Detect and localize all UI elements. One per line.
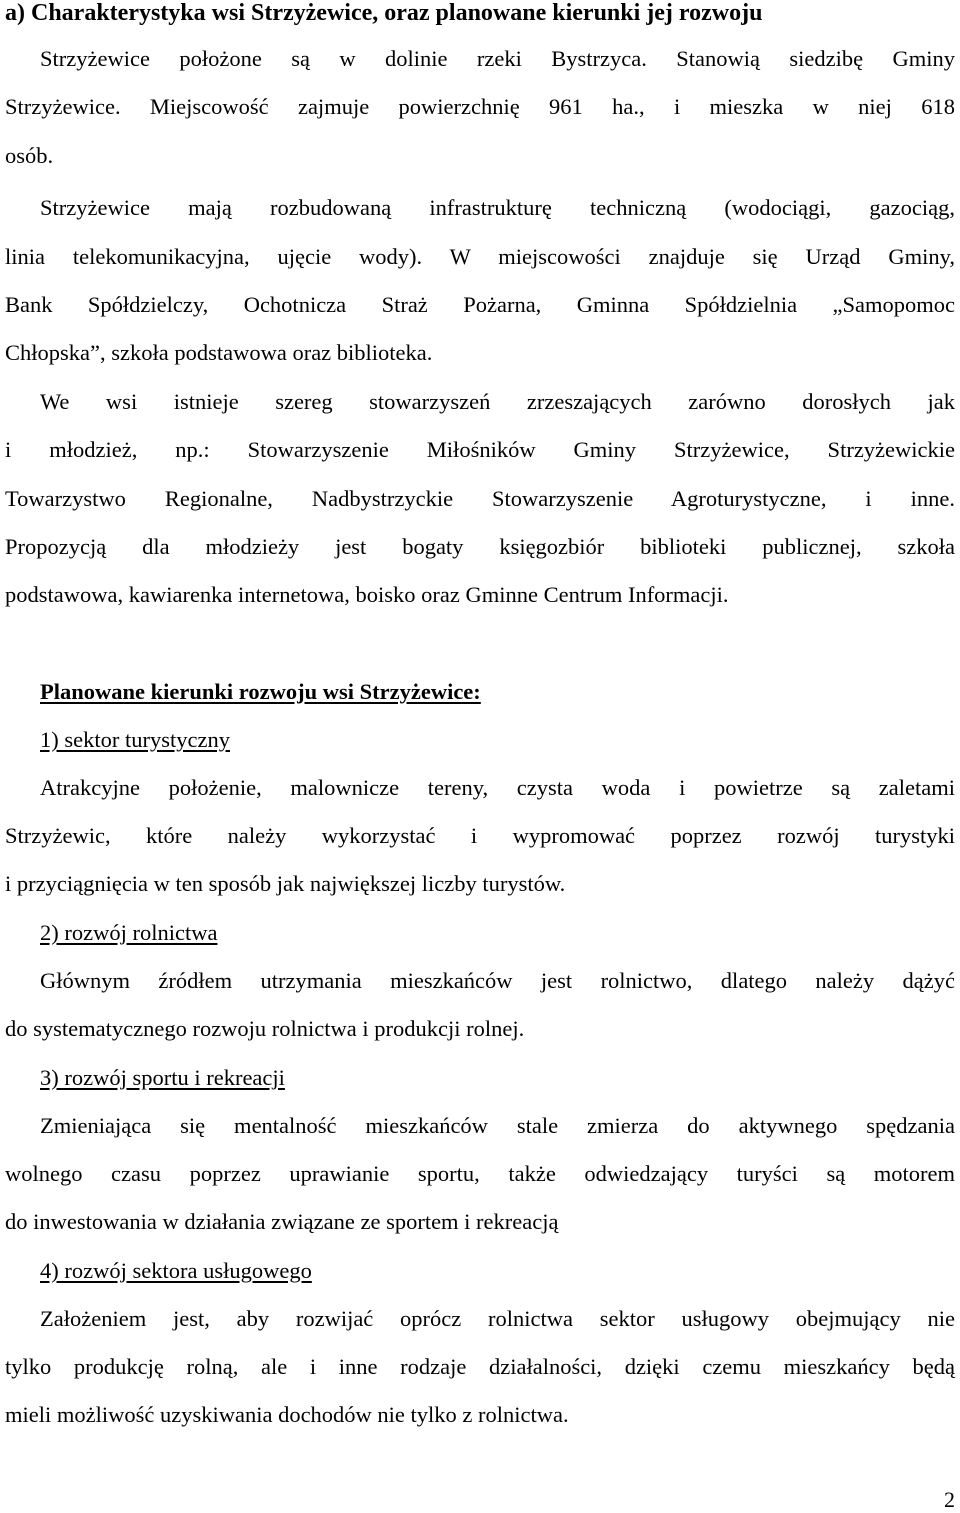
direction-4-line-1: Założeniem jest, aby rozwijać oprócz rolnictwa sektor usługowy obejmujący nie [40, 1306, 955, 1331]
direction-2-heading: 2) rozwój rolnictwa [40, 920, 218, 945]
plan-heading: Planowane kierunki rozwoju wsi Strzyżewice: [40, 679, 481, 704]
direction-2-line-2: do systematycznego rozwoju rolnictwa i produkcji rolnej. [5, 1016, 525, 1041]
direction-3-line-2: wolnego czasu poprzez uprawianie sportu, także odwiedzający turyści są motorem [5, 1161, 955, 1186]
intro-line-7: Chłopska”, szkoła podstawowa oraz biblioteka. [5, 340, 433, 365]
direction-3-heading: 3) rozwój sportu i rekreacji [40, 1065, 285, 1090]
intro-line-1: Strzyżewice położone są w dolinie rzeki Bystrzyca. Stanowią siedzibę Gminy [40, 46, 955, 71]
direction-3-line-3: do inwestowania w działania związane ze sportem i rekreacją [5, 1209, 559, 1234]
direction-1-line-3: i przyciągnięcia w ten sposób jak największej liczby turystów. [5, 871, 566, 896]
page-number: 2 [944, 1487, 955, 1512]
section-title: a) Charakterystyka wsi Strzyżewice, oraz planowane kierunki jej rozwoju [5, 0, 763, 26]
direction-1-line-1: Atrakcyjne położenie, malownicze tereny, czysta woda i powietrze są zaletami [40, 775, 955, 800]
direction-2-line-1: Głównym źródłem utrzymania mieszkańców jest rolnictwo, dlatego należy dążyć [40, 968, 955, 993]
intro-line-4: Strzyżewice mają rozbudowaną infrastrukturę techniczną (wodociągi, gazociąg, [40, 195, 955, 220]
direction-4-heading: 4) rozwój sektora usługowego [40, 1258, 312, 1283]
direction-1-heading: 1) sektor turystyczny [40, 727, 230, 752]
intro-line-8: We wsi istnieje szereg stowarzyszeń zrzeszających zarówno dorosłych jak [40, 389, 955, 414]
intro-line-11: Propozycją dla młodzieży jest bogaty księgozbiór biblioteki publicznej, szkoła [5, 534, 955, 559]
direction-4-line-3: mieli możliwość uzyskiwania dochodów nie tylko z rolnictwa. [5, 1402, 569, 1427]
direction-1-line-2: Strzyżewic, które należy wykorzystać i wypromować poprzez rozwój turystyki [5, 823, 955, 848]
intro-line-5: linia telekomunikacyjna, ujęcie wody). W miejscowości znajduje się Urząd Gminy, [5, 244, 955, 269]
intro-line-2: Strzyżewice. Miejscowość zajmuje powierzchnię 961 ha., i mieszka w niej 618 [5, 94, 955, 119]
intro-line-12: podstawowa, kawiarenka internetowa, boisko oraz Gminne Centrum Informacji. [5, 582, 729, 607]
intro-line-3: osób. [5, 143, 54, 168]
direction-4-line-2: tylko produkcję rolną, ale i inne rodzaje działalności, dzięki czemu mieszkańcy będą [5, 1354, 955, 1379]
intro-line-6: Bank Spółdzielczy, Ochotnicza Straż Pożarna, Gminna Spółdzielnia „Samopomoc [5, 292, 955, 317]
intro-line-10: Towarzystwo Regionalne, Nadbystrzyckie Stowarzyszenie Agroturystyczne, i inne. [5, 486, 955, 511]
direction-3-line-1: Zmieniająca się mentalność mieszkańców stale zmierza do aktywnego spędzania [40, 1113, 955, 1138]
intro-line-9: i młodzież, np.: Stowarzyszenie Miłośników Gminy Strzyżewice, Strzyżewickie [5, 437, 955, 462]
